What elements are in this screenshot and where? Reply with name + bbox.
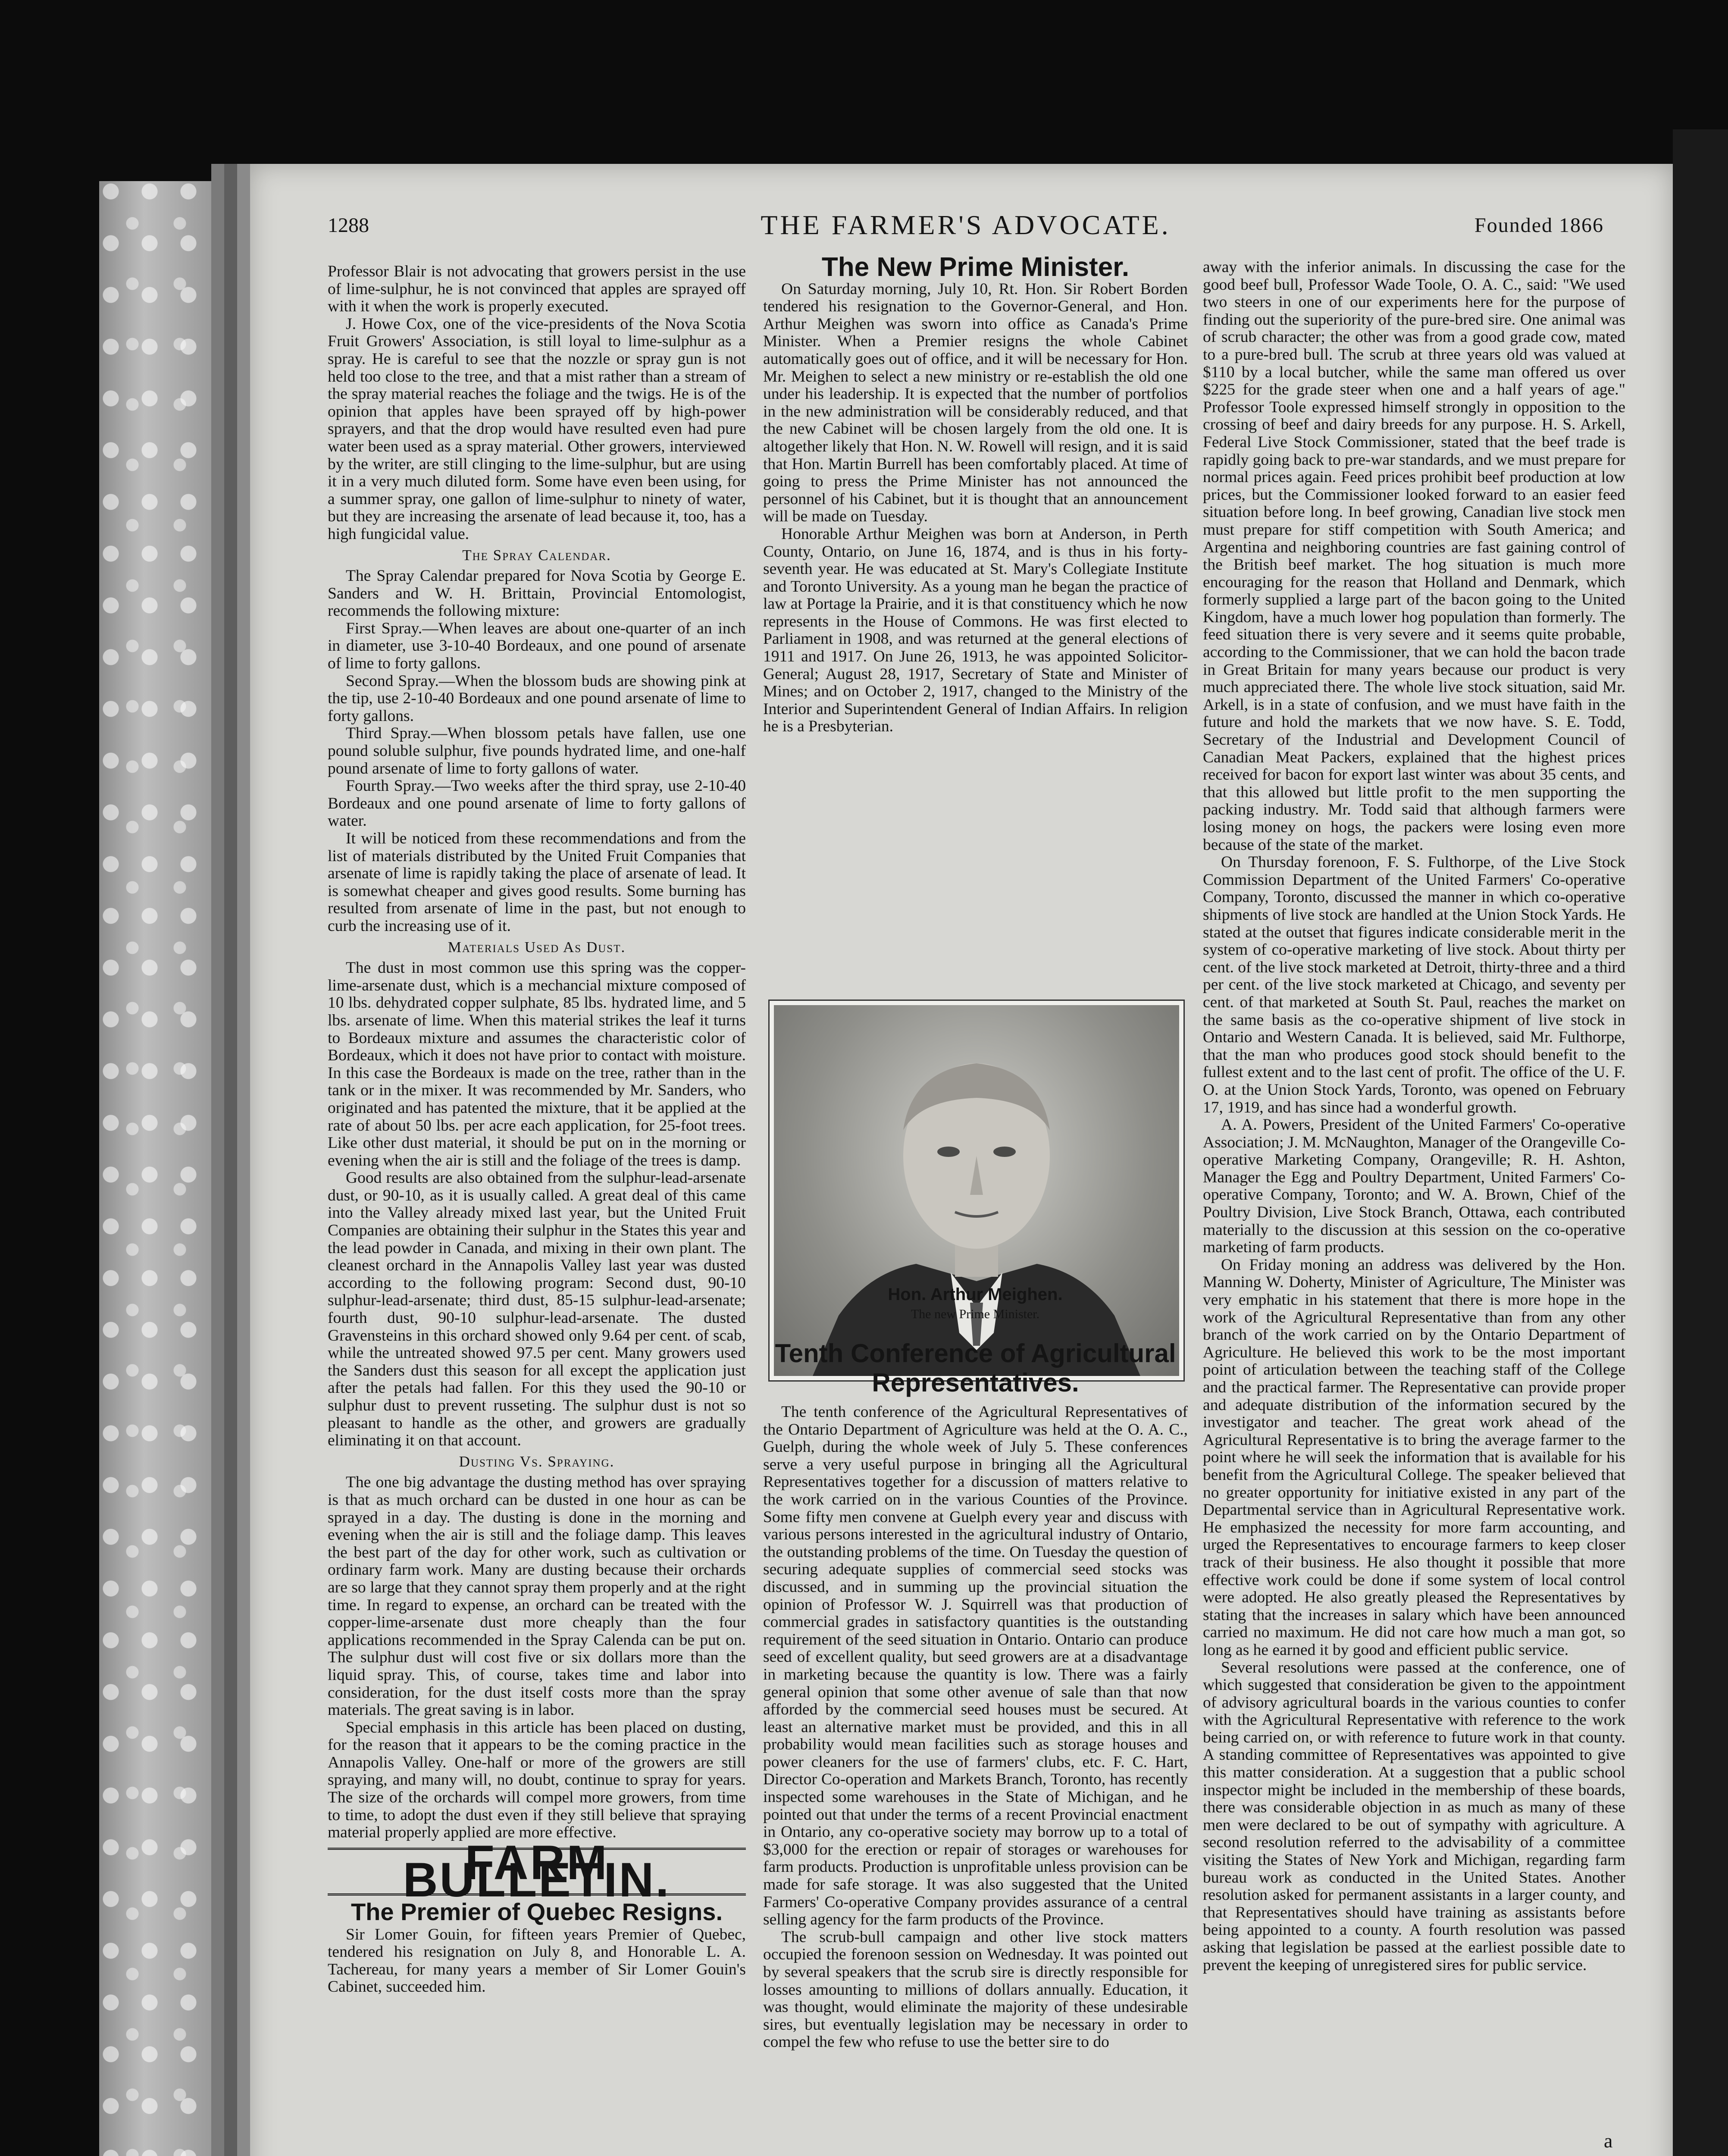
paragraph: Second Spray.—When the blossom buds are showing pink at the tip, use 2-10-40 Bordeaux and one pound arsenate of lime to forty gallons.: [328, 672, 746, 725]
subheading: Dusting Vs. Spraying.: [459, 1453, 615, 1470]
page-stack-edge: [237, 164, 250, 2156]
middle-column-bottom: [763, 1335, 1188, 2051]
middle-column-top: [763, 252, 1188, 736]
signature-mark: a: [1604, 2130, 1613, 2152]
paragraph: away with the inferior animals. In discussing the case for the good beef bull, Professor Wade Toole, O. A. C., said: "We used two steers in one of our experiments here for the purpose of finding out the superiority of the pure-bred sire. One animal was of scrub character; the other was from a good grade cow, mated to a pure-bred bull. The scrub at three years old was valued at $110 by a local butcher, while the same man offered us over $225 for the grade steer when one and a half years of age." Professor Toole expressed himself strongly in opposition to the crossing of beef and dairy breeds for any purpose. H. S. Arkell, Federal Live Stock Commissioner, stated that the beef trade is rapidly going back to pre-war standards, and we must prepare for normal prices again. Feed prices prohibit beef production at low prices, but the Commissioner looked forward to an easier feed situation before long. In beef growing, Canadian live stock men must prepare for stiff competition with South America; and Argentina and neighboring countries are fast gaining control of the British beef market. The hog situation is much more encouraging for the reason that Holland and Denmark, which formerly supplied a large part of the bacon going to the United Kingdom, have a much lower hog population than formerly. The feed situation there is very severe and it seems quite probable, according to the Commissioner, that we can hold the bacon trade in Great Britain for many years because our product is very much appreciated there. The whole live stock situation, said Mr. Arkell, is in a state of confusion, and we must have faith in the future and hold the markets that we now have. S. E. Todd, Secretary of the Industrial and Development Council of Canadian Meat Packers, explained that the highest prices received for bacon for export last winter was about 35 cents, and that this allowed but little profit to the men supporting the packing industry. Mr. Todd said that although farmers were losing money on hogs, the packers were losing even more because of the state of the market.: [1203, 258, 1625, 854]
article-headline: Tenth Conference of Agricultural Representatives.: [775, 1339, 1176, 1397]
journal-title: THE FARMER'S ADVOCATE.: [761, 210, 1171, 240]
paragraph: Third Spray.—When blossom petals have fallen, use one pound soluble sulphur, five pounds hydrated lime, and one-half pound arsenate of lime to forty gallons of water.: [328, 724, 746, 777]
paragraph: J. Howe Cox, one of the vice-presidents of the Nova Scotia Fruit Growers' Association, is still loyal to lime-sulphur as a spray. He is careful to see that the nozzle or spray gun is not held too close to the tree, and that a mist rather than a stream of the spray material reaches the foliage and the twigs. He is of the opinion that apples have been sprayed off by high-power sprayers, and that the drop would have resulted even had pure water been used as a spray material. Other growers, interviewed by the writer, are still clinging to the lime-sulphur, but are using it in a very much diluted form. Some have even been using, for a summer spray, one gallon of lime-sulphur to ninety of water, but they are increasing the arsenate of lead because it, too, has a high fungicidal value.: [328, 315, 746, 543]
farm-bulletin-banner: FARM BULLETIN.: [328, 1848, 746, 1896]
paragraph: Sir Lomer Gouin, for fifteen years Premier of Quebec, tendered his resignation on July 8, and Honorable L. A. Tachereau, for many years a member of Sir Lomer Gouin's Cabinet, succeeded him.: [328, 1925, 746, 1996]
subheading: The Spray Calendar.: [462, 546, 611, 564]
article-headline: The Premier of Quebec Resigns.: [351, 1898, 723, 1926]
paragraph: Professor Blair is not advocating that growers persist in the use of lime-sulphur, he is not convinced that apples are sprayed off with it when the work is properly executed.: [328, 263, 746, 316]
paragraph: The one big advantage the dusting method has over spraying is that as much orchard can be dusted in one hour as can be sprayed in a day. The dusting is done in the morning and evening when the air is still and the foliage damp. This leaves the best part of the day for other work, such as cultivation or ordinary farm work. Many are dusting because their orchards are so large that they cannot spray them properly and at the right time. In regard to expense, an orchard can be treated with the copper-lime-arsenate dust more cheaply than the four applications recommended in the Spray Calenda can be put on. The sulphur dust will cost five or six dollars more than the liquid spray. This, of course, takes time and labor into consideration, for the dust itself costs more than the spray materials. The great saving is in labor.: [328, 1473, 746, 1719]
paragraph: Good results are also obtained from the sulphur-lead-arsenate dust, or 90-10, as it is usually called. A great deal of this came into the Valley already mixed last year, but the United Fruit Companies are obtaining their sulphur in the States this year and the lead powder in Canada, and mixing in their own plant. The cleanest orchard in the Annapolis Valley last year was dusted according to the following program: Second dust, 90-10 sulphur-lead-arsenate; third dust, 85-15 sulphur-lead-arsenate; fourth dust, 90-10 sulphur-lead-arsenate. The dusted Gravensteins in this orchard showed only 9.64 per cent. of scab, while the untreated showed 97.5 per cent. Many growers used the Sanders dust this season for all except the application just after the petals had fallen. For this they used the 90-10 or sulphur dust to prevent russeting. The sulphur dust is not so pleasant to handle as the other, and growers are gradually eliminating it on that account.: [328, 1169, 746, 1450]
paragraph: On Thursday forenoon, F. S. Fulthorpe, of the Live Stock Commission Department of the United Farmers' Co-operative Company, Toronto, discussed the manner in which co-operative shipments of live stock are handled at the Union Stock Yards. He stated at the outset that figures indicate considerable merit in the system of co-operative marketing of live stock. About thirty per cent. of the live stock marketed at Detroit, thirty-three and a third per cent. of the live stock marketed at Chicago, and seventy per cent. of that marketed at South St. Paul, reaches the market on the same basis as the co-operative shipment of live stock in Ontario and Western Canada. It is believed, said Mr. Fulthorpe, that the man who produces good stock should benefit to the fullest extent and to the last cent of profit. The office of the U. F. O. at the Union Stock Yards, Toronto, was opened on February 17, 1919, and has since had a wonderful growth.: [1203, 853, 1625, 1116]
paragraph: On Saturday morning, July 10, Rt. Hon. Sir Robert Borden tendered his resignation to the Governor-General, and Hon. Arthur Meighen was sworn into office as Canada's Prime Minister. When a Premier resigns the whole Cabinet automatically goes out of office, and it will be necessary for Hon. Mr. Meighen to select a new ministry or re-establish the old one under his leadership. It is expected that the number of portfolios in the new administration will be considerably reduced, and that the new Cabinet will be chosen largely from the old one. It is altogether likely that Hon. N. W. Rowell will resign, and it is said that Hon. Martin Burrell has been comfortably placed. At time of going to press the Prime Minister has not announced the personnel of his Cabinet, but it is thought that an announcement will be made on Tuesday.: [763, 280, 1188, 526]
photo-caption: [768, 1285, 1182, 1322]
paragraph: Several resolutions were passed at the conference, one of which suggested that consideration be given to the appointment of advisory agricultural boards in the various counties to confer with the Agricultural Representative with reference to the work being carried on, or with reference to future work in that county. A standing committee of Representatives was appointed to give this matter consideration. At a suggestion that a public school inspector might be included in the membership of these boards, there was considerable objection in as much as many of these men were declared to be out of sympathy with agriculture. A second resolution referred to the advisability of a committee visiting the States of New York and Michigan, regarding farm bureau work as conducted in the United States. Another resolution asked for permanent assistants in a larger county, and that Representatives should have training as assistants before being appointed to a county. A fourth resolution was passed asking that legislation be passed at the earliest possible date to prevent the keeping of unregistered sires for public service.: [1203, 1658, 1625, 1974]
scan-edge: [1673, 129, 1728, 2156]
paragraph: The scrub-bull campaign and other live stock matters occupied the forenoon session on Wednesday. It was pointed out by several speakers that the scrub sire is directly responsible for losses amounting to millions of dollars annually. Education, it was thought, would eliminate the majority of these undesirable sires, but eventually legislation may be necessary in order to compel the few who refuse to use the better sire to do: [763, 1928, 1188, 2051]
page-stack-edge: [211, 164, 224, 2156]
paragraph: Fourth Spray.—Two weeks after the third spray, use 2-10-40 Bordeaux and one pound arsenate of lime to forty gallons of water.: [328, 777, 746, 830]
paragraph: First Spray.—When leaves are about one-quarter of an inch in diameter, use 3-10-40 Bordeaux, and one pound of arsenate of lime to forty gallons.: [328, 619, 746, 673]
subheading: Materials Used As Dust.: [448, 938, 626, 956]
paragraph: On Friday moning an address was delivered by the Hon. Manning W. Doherty, Minister of Agriculture, The Minister was very emphatic in his statement that there is more hope in the work of the Agricultural Representative than from any other branch of the work carried on by the Ontario Department of Agriculture. He believed this work to be the most important point of articulation between the teaching staff of the College and the practical farmer. The Representative can provide proper and adequate distribution of the information secured by the investigator and teacher. The great work ahead of the Agricultural Representative is to bring the average farmer to the point where he will seek the information that is available for his benefit from the Agricultural College. The speaker believed that no greater opportunity for initiative existed in any part of the Departmental service than in Agricultural Representative work. He emphasized the necessity for more farm accounting, and urged the Representatives to encourage farmers to keep closer track of their business. He also thought it possible that more effective work could be done if some system of local control were adopted. He also greatly pleased the Representatives by stating that the increases in salary which have been announced carried no maximum. He did not care how much a man got, so long as he earned it by good and efficient public service.: [1203, 1256, 1625, 1659]
article-headline: The New Prime Minister.: [821, 252, 1130, 282]
caption-subtitle: The new Prime Minister.: [911, 1307, 1040, 1321]
paragraph: The tenth conference of the Agricultural Representatives of the Ontario Department of Agriculture was held at the O. A. C., Guelph, during the whole week of July 5. These conferences serve a very useful purpose in bringing all the Agricultural Representatives together for a discussion of matters relative to the work carried on in the various Counties of the Province. Some fifty men convene at Guelph every year and discuss with various persons interested in the agricultural industry of Ontario, the outstanding problems of the time. On Tuesday the question of securing adequate supplies of commercial seed stocks was discussed, and in summing up the provincial situation the opinion of Professor W. J. Squirrell was that production of commercial grades in satisfactory quantities is the outstanding requirement of the seed situation in Ontario. Ontario can produce seed of excellent quality, but seed growers are at a disadvantage in marketing because the quantity is low. There was a fairly general opinion that some other avenue of sale than that now afforded by the commercial seed houses must be secured. At least an alternative market must be provided, and this in all probability would mean facilities such as storage houses and power cleaners for the use of farmers' clubs, etc. F. C. Hart, Director Co-operation and Markets Branch, Toronto, has recently inspected some warehouses in the State of Michigan, and he pointed out that under the terms of a recent Provincial enactment in Ontario, any co-operative society may borrow up to a total of $3,000 for the erection or repair of storages or warehouses for farm products. Production is unprofitable unless provision can be made for safe storage. It was also suggested that the United Farmers' Co-operative Company provides assurance of a central selling agency for the farm products of the Province.: [763, 1403, 1188, 1929]
paragraph: A. A. Powers, President of the United Farmers' Co-operative Association; J. M. McNaughton, Manager of the Orangeville Co-operative Marketing Company, Orangeville; R. H. Ashton, Manager the Egg and Poultry Department, United Farmers' Co-operative Company, Toronto; and W. A. Brown, Chief of the Poultry Division, Live Stock Branch, Ottawa, each contributed materially to the discussion at this session on the co-operative marketing of farm products.: [1203, 1116, 1625, 1257]
page-number: 1288: [328, 214, 369, 237]
paragraph: The Spray Calendar prepared for Nova Scotia by George E. Sanders and W. H. Brittain, Provincial Entomologist, recommends the following mixture:: [328, 567, 746, 620]
page-header: [328, 209, 1604, 244]
right-column: [1203, 259, 1625, 1974]
portrait-photo: [768, 1000, 1185, 1382]
left-column: [328, 263, 746, 1996]
paragraph: Honorable Arthur Meighen was born at Anderson, in Perth County, Ontario, on June 16, 1874, and is thus in his forty-seventh year. He was educated at St. Mary's Collegiate Institute and Toronto University. As a young man he began the practice of law at Portage la Prairie, and it is that constituency which he now represents in the House of Commons. He was first elected to Parliament in 1908, and was returned at the general elections of 1911 and 1917. On June 26, 1913, he was appointed Solicitor-General; August 28, 1917, Secretary of State and Minister of Mines; and on October 2, 1917, changed to the Ministry of the Interior and Superintendent General of Indian Affairs. In religion he is a Presbyterian.: [763, 525, 1188, 736]
paragraph: The dust in most common use this spring was the copper-lime-arsenate dust, which is a mechancial mixture composed of 10 lbs. dehydrated copper sulphate, 85 lbs. hydrated lime, and 5 lbs. arsenate of lime. When this material strikes the leaf it turns to Bordeaux mixture and assumes the characteristic color of Bordeaux, which it does not have prior to contact with moisture. In this case the Bordeaux is made on the tree, rather than in the tank or in the mixer. It was recommended by Mr. Sanders, who originated and has patented the mixture, that it be applied at the rate of about 50 lbs. per acre each application, for 25-foot trees. Like other dust material, it should be put on in the morning or evening when the air is still and the foliage of the trees is damp.: [328, 959, 746, 1169]
founded-line: Founded 1866: [1474, 214, 1604, 237]
caption-name: Hon. Arthur Meighen.: [888, 1285, 1063, 1304]
paragraph: It will be noticed from these recommendations and from the list of materials distributed by the United Fruit Companies that arsenate of lime is rapidly taking the place of arsenate of lead. It is somewhat cheaper and gives good results. Some burning has resulted from arsenate of lime in the past, but not enough to curb the increasing use of it.: [328, 830, 746, 935]
page-stack-edge: [224, 164, 237, 2156]
paragraph: Special emphasis in this article has been placed on dusting, for the reason that it appears to be the coming practice in the Annapolis Valley. One-half or more of the growers are still spraying, and many will, no doubt, continue to spray for years. The size of the orchards will compel more growers, from time to time, to adopt the dust even if they still believe that spraying material properly applied are more effective.: [328, 1718, 746, 1842]
book-binding-pattern: [99, 181, 213, 2156]
